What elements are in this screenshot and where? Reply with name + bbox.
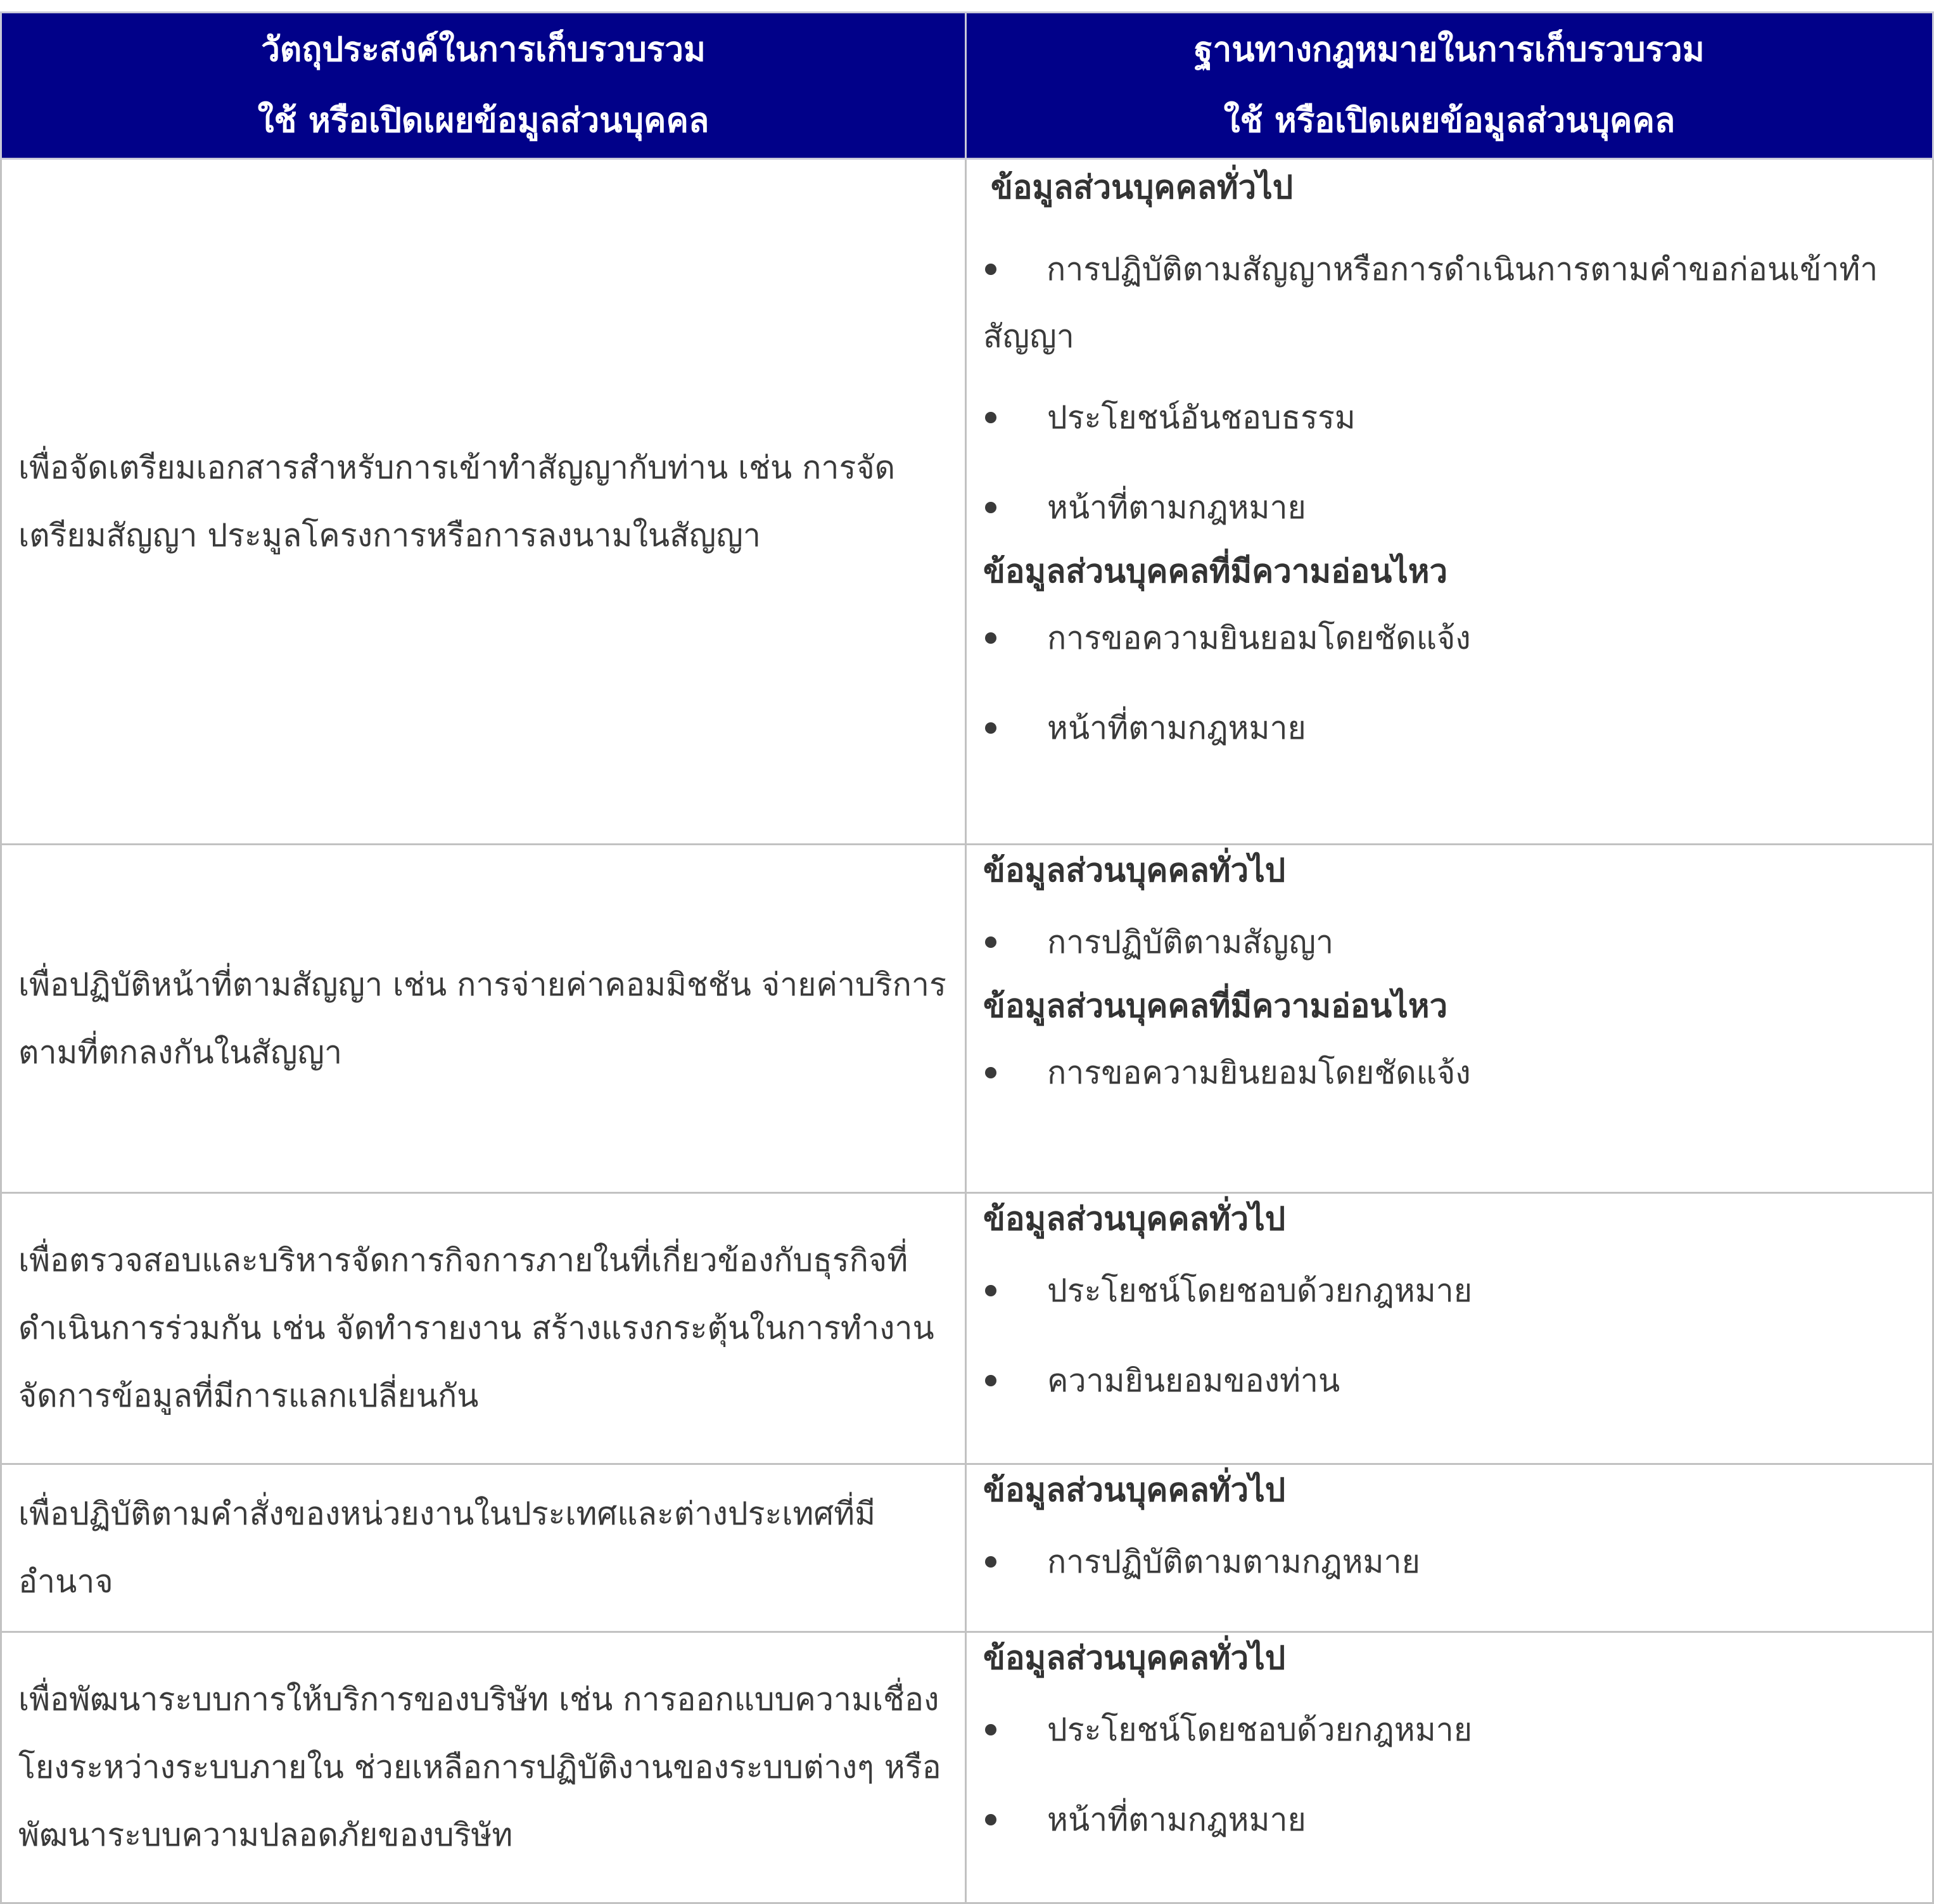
purpose-cell: เพื่อพัฒนาระบบการให้บริการของบริษัท เช่น การออกแบบความเชื่องโยงระหว่างระบบภายใน ช่วยเหลือการปฏิบัติงานของระบบต่างๆ หรือพัฒนาระบบความปลอดภัยของบริษัท	[1, 1632, 966, 1903]
legal-basis-cell	[966, 1193, 1933, 1464]
header-purpose-line2: ใช้ หรือเปิดเผยข้อมูลส่วนบุคคล	[257, 101, 709, 140]
bullet-icon	[985, 1556, 996, 1568]
pdpa-table-document	[0, 11, 1932, 1904]
bullet-icon	[985, 1285, 996, 1296]
bullet-icon	[985, 1375, 996, 1386]
bullet-icon	[985, 1814, 996, 1825]
table-row	[1, 1464, 1933, 1632]
bullet-icon	[985, 632, 996, 644]
header-legal-basis-line1: ฐานทางกฎหมายในการเก็บรวบรวม	[1194, 30, 1705, 69]
table-header-row	[1, 13, 1933, 159]
general-basis-list	[983, 236, 1919, 531]
legal-basis-table	[0, 11, 1934, 1904]
list-item: หน้าที่ตามกฎหมาย	[983, 705, 1919, 751]
general-basis-list	[983, 1538, 1919, 1585]
table-row	[1, 845, 1933, 1193]
table-row	[1, 159, 1933, 845]
header-legal-basis	[966, 13, 1933, 159]
purpose-cell: เพื่อปฏิบัติหน้าที่ตามสัญญา เช่น การจ่ายค่าคอมมิชชัน จ่ายค่าบริการตามที่ตกลงกันในสัญญา	[1, 845, 966, 1193]
bullet-icon	[985, 412, 996, 423]
table-row	[1, 1632, 1933, 1903]
header-purpose	[1, 13, 966, 159]
list-item: ความยินยอมของท่าน	[983, 1357, 1919, 1404]
general-data-label: ข้อมูลส่วนบุคคลทั่วไป	[983, 852, 1286, 890]
list-item: ประโยชน์โดยชอบด้วยกฎหมาย	[983, 1267, 1919, 1314]
purpose-cell: เพื่อตรวจสอบและบริหารจัดการกิจการภายในที่เกี่ยวข้องกับธุรกิจที่ดำเนินการร่วมกัน เช่น จัดทำรายงาน สร้างแรงกระตุ้นในการทำงาน จัดการข้อมูลที่มีการแลกเปลี่ยนกัน	[1, 1193, 966, 1464]
purpose-cell: เพื่อปฏิบัติตามคำสั่งของหน่วยงานในประเทศและต่างประเทศที่มีอำนาจ	[1, 1464, 966, 1632]
list-item: หน้าที่ตามกฎหมาย	[983, 1796, 1919, 1843]
general-basis-list	[983, 919, 1919, 966]
bullet-icon	[985, 1724, 996, 1735]
general-basis-list	[983, 1706, 1919, 1843]
general-data-label: ข้อมูลส่วนบุคคลทั่วไป	[983, 1201, 1286, 1238]
sensitive-basis-list	[983, 1049, 1919, 1096]
bullet-icon	[985, 264, 996, 275]
list-item: หน้าที่ตามกฎหมาย	[983, 484, 1919, 531]
bullet-icon	[985, 1067, 996, 1078]
purpose-cell: เพื่อจัดเตรียมเอกสารสำหรับการเข้าทำสัญญากับท่าน เช่น การจัดเตรียมสัญญา ประมูลโครงการหรือการลงนามในสัญญา	[1, 159, 966, 845]
sensitive-data-label: ข้อมูลส่วนบุคคลที่มีความอ่อนไหว	[983, 553, 1448, 591]
bullet-icon	[985, 936, 996, 948]
legal-basis-cell	[966, 1632, 1933, 1903]
general-data-label: ข้อมูลส่วนบุคคลทั่วไป	[991, 169, 1294, 207]
bullet-icon	[985, 502, 996, 513]
list-item: ประโยชน์อันชอบธรรม	[983, 394, 1919, 441]
general-data-label: ข้อมูลส่วนบุคคลทั่วไป	[983, 1472, 1286, 1509]
list-item: การปฏิบัติตามตามกฎหมาย	[983, 1538, 1919, 1585]
legal-basis-cell	[966, 159, 1933, 845]
sensitive-data-label: ข้อมูลส่วนบุคคลที่มีความอ่อนไหว	[983, 988, 1448, 1025]
legal-basis-cell	[966, 1464, 1933, 1632]
header-purpose-line1: วัตถุประสงค์ในการเก็บรวบรวม	[261, 30, 706, 69]
list-item: ประโยชน์โดยชอบด้วยกฎหมาย	[983, 1706, 1919, 1753]
list-item: การปฏิบัติตามสัญญาหรือการดำเนินการตามคำขอก่อนเข้าทำสัญญา	[983, 251, 1878, 355]
list-item: การขอความยินยอมโดยชัดแจ้ง	[983, 615, 1919, 661]
sensitive-basis-list	[983, 615, 1919, 751]
general-data-label: ข้อมูลส่วนบุคคลทั่วไป	[983, 1640, 1286, 1677]
list-item: การขอความยินยอมโดยชัดแจ้ง	[983, 1049, 1919, 1096]
header-legal-basis-line2: ใช้ หรือเปิดเผยข้อมูลส่วนบุคคล	[1223, 101, 1676, 140]
bullet-icon	[985, 722, 996, 734]
list-item: การปฏิบัติตามสัญญา	[983, 919, 1919, 966]
general-basis-list	[983, 1267, 1919, 1404]
table-row	[1, 1193, 1933, 1464]
legal-basis-cell	[966, 845, 1933, 1193]
